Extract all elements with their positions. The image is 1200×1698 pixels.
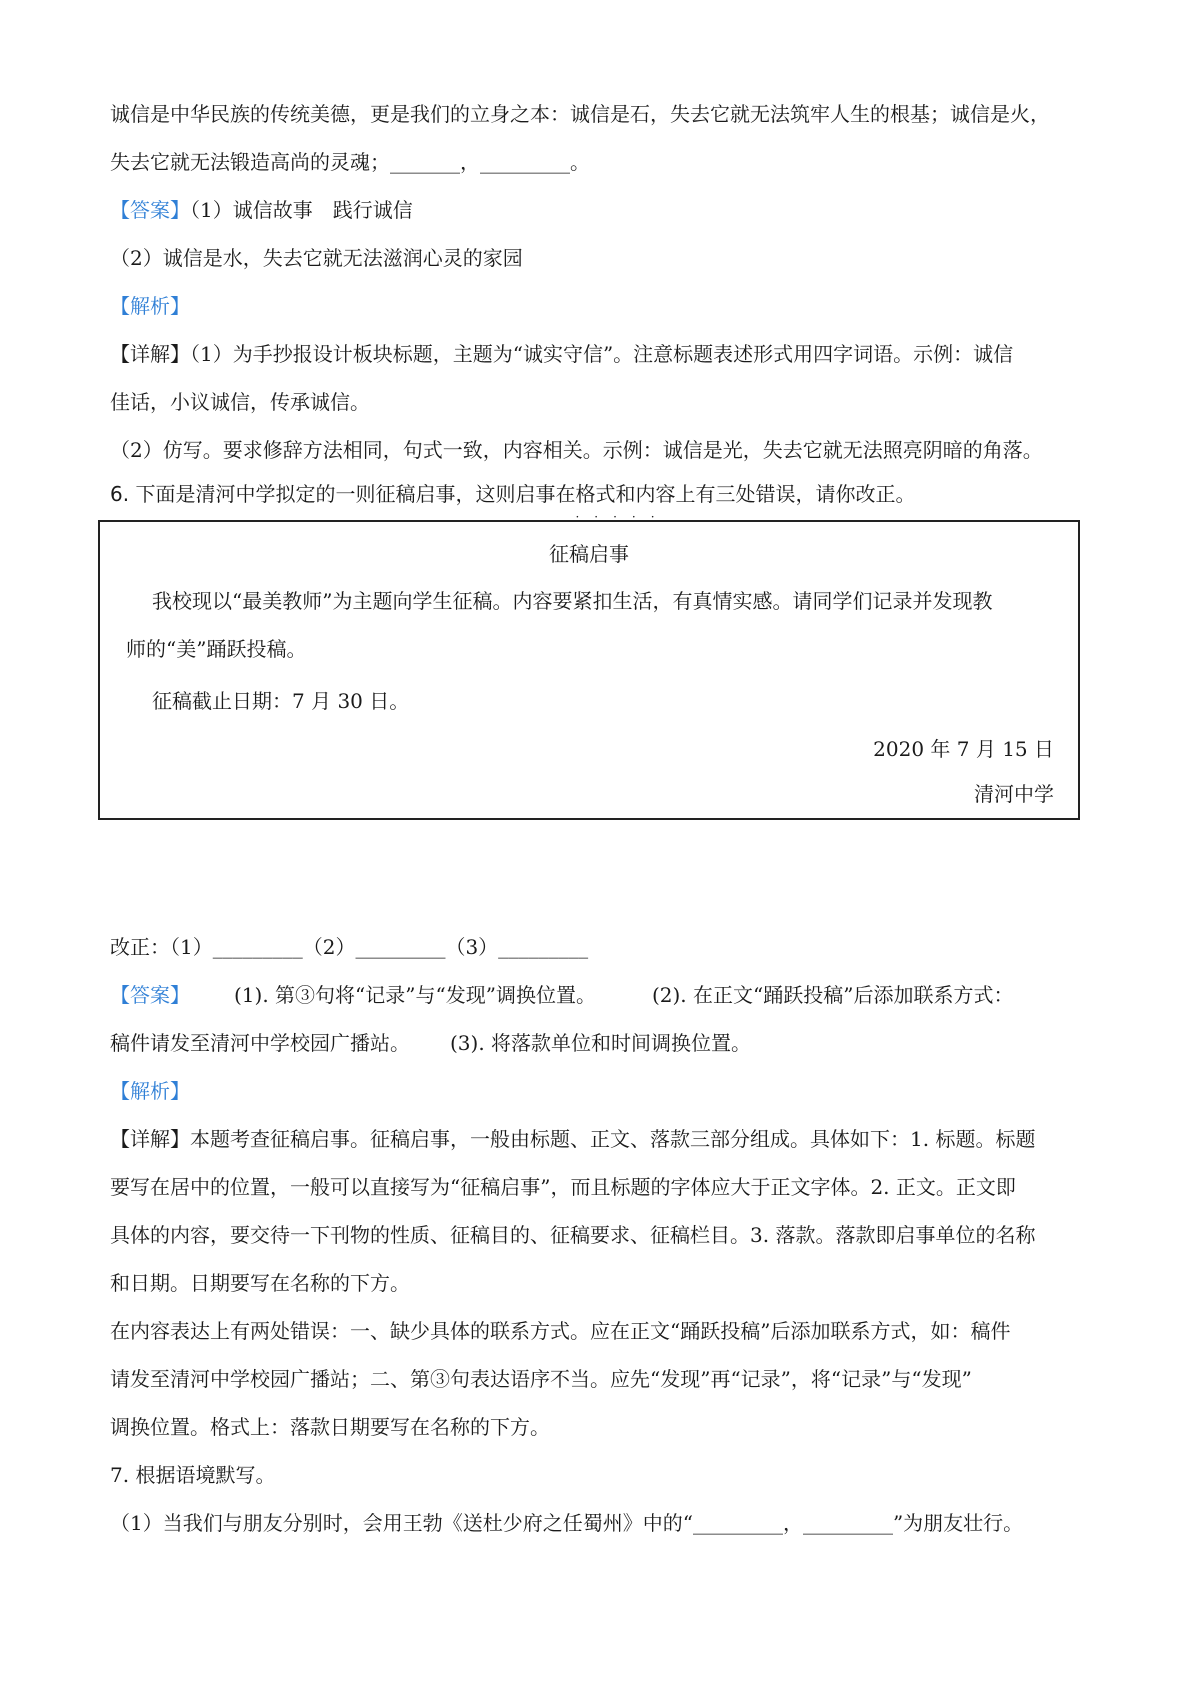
q6-detail-2: 要写在居中的位置，一般可以直接写为“征稿启事”，而且标题的字体应大于正文字体。2. 正文。正文即 xyxy=(110,1175,1016,1199)
q5-detail-2: 佳话，小议诚信，传承诚信。 xyxy=(110,390,370,414)
q5-answer-1: （1）诚信故事 践行诚信 xyxy=(190,198,413,222)
intro-line-1: 诚信是中华民族的传统美德，更是我们的立身之本：诚信是石，失去它就无法筑牢人生的根基；诚信是火， xyxy=(110,102,1050,126)
answer-label: 【答案】 xyxy=(110,198,190,222)
q6-stem xyxy=(110,480,916,524)
notice-box xyxy=(98,520,1080,820)
q6-analysis-label: 【解析】 xyxy=(110,1079,190,1103)
intro-line-2: 失去它就无法锻造高尚的灵魂；_______，_________。 xyxy=(110,150,590,174)
q6-answer-2: (2). 在正文“踊跃投稿”后添加联系方式： xyxy=(651,983,1014,1007)
answer-label: 【答案】 xyxy=(110,983,190,1007)
q6-detail-1: 【详解】本题考查征稿启事。征稿启事，一般由标题、正文、落款三部分组成。具体如下：1. 标题。标题 xyxy=(110,1127,1036,1151)
emphasis-dots: ····· xyxy=(575,510,670,524)
q6-detail-4: 和日期。日期要写在名称的下方。 xyxy=(110,1271,410,1295)
q5-analysis-label: 【解析】 xyxy=(110,294,190,318)
q6-detail-5: 在内容表达上有两处错误：一、缺少具体的联系方式。应在正文“踊跃投稿”后添加联系方式，如：稿件 xyxy=(110,1319,1011,1343)
q6-answer-2-cont: 稿件请发至清河中学校园广播站。 xyxy=(110,1031,410,1055)
q6-stem-dotted: 格式和内容 xyxy=(575,482,676,506)
notice-date: 2020 年 7 月 15 日 xyxy=(873,737,1054,761)
notice-org: 清河中学 xyxy=(974,782,1054,806)
q6-answer-row-1 xyxy=(110,981,1013,1009)
q5-answer-row xyxy=(110,196,413,224)
q6-stem-suffix: 上有三处错误，请你改正。 xyxy=(675,482,916,506)
q6-detail-7: 调换位置。格式上：落款日期要写在名称的下方。 xyxy=(110,1415,550,1439)
notice-title: 征稿启事 xyxy=(549,542,629,566)
notice-paragraph-2: 师的“美”踊跃投稿。 xyxy=(126,637,307,661)
q6-detail-6: 请发至清河中学校园广播站；二、第③句表达语序不当。应先“发现”再“记录”，将“记录”与“发现” xyxy=(110,1367,972,1391)
q5-detail-1: 【详解】（1）为手抄报设计板块标题，主题为“诚实守信”。注意标题表述形式用四字词语。示例：诚信 xyxy=(110,342,1014,366)
q6-answer-1: (1). 第③句将“记录”与“发现”调换位置。 xyxy=(234,983,596,1007)
q6-stem-prefix: 6. 下面是清河中学拟定的一则征稿启事，这则启事在 xyxy=(110,482,576,506)
q6-stem-emphasis xyxy=(575,482,676,524)
notice-paragraph-1: 我校现以“最美教师”为主题向学生征稿。内容要紧扣生活，有真情实感。请同学们记录并发现教 xyxy=(152,589,993,613)
q5-answer-2: （2）诚信是水，失去它就无法滋润心灵的家园 xyxy=(110,246,523,270)
q6-detail-3: 具体的内容，要交待一下刊物的性质、征稿目的、征稿要求、征稿栏目。3. 落款。落款即启事单位的名称 xyxy=(110,1223,1036,1247)
q6-answer-row-2 xyxy=(110,1029,751,1057)
q5-detail-3: （2）仿写。要求修辞方法相同，句式一致，内容相关。示例：诚信是光，失去它就无法照亮阴暗的角落。 xyxy=(110,438,1043,462)
q7-item-1: （1）当我们与朋友分别时，会用王勃《送杜少府之任蜀州》中的“_________，_________”为朋友壮行。 xyxy=(110,1511,1024,1535)
q7-stem: 7. 根据语境默写。 xyxy=(110,1463,276,1487)
q6-correction-line: 改正：（1）_________（2）_________（3）_________ xyxy=(110,935,589,959)
q6-answer-3: (3). 将落款单位和时间调换位置。 xyxy=(450,1031,752,1055)
notice-deadline: 征稿截止日期：7 月 30 日。 xyxy=(152,689,410,713)
